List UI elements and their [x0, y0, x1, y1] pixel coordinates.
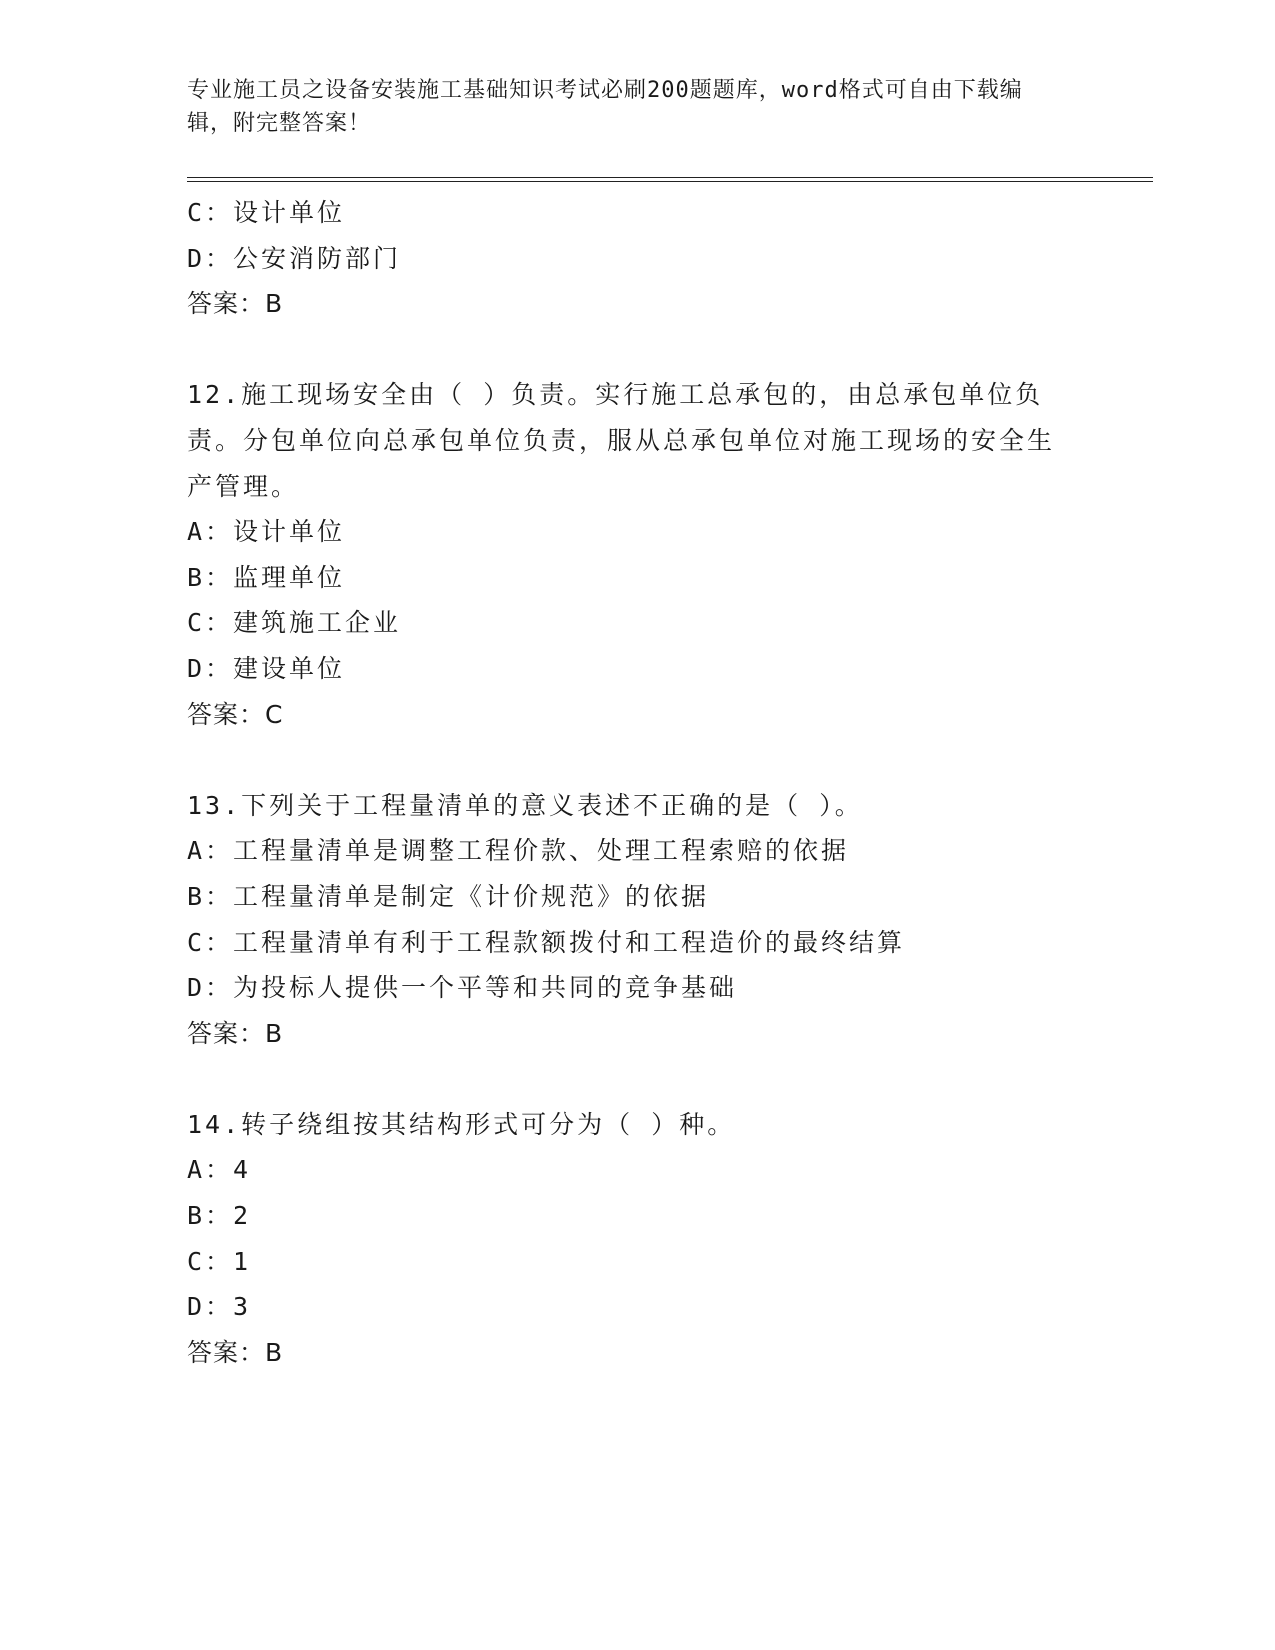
question-content — [187, 190, 1087, 1375]
answer-line: 答案：B — [187, 289, 284, 319]
spacer — [187, 1056, 1087, 1102]
spacer — [187, 327, 1087, 373]
option-c: C：建筑施工企业 — [187, 608, 402, 638]
option-c: C：1 — [187, 1246, 252, 1276]
answer-line: 答案：B — [187, 1337, 284, 1367]
header-divider-top — [187, 177, 1153, 178]
header-divider-bottom — [187, 181, 1153, 182]
option-d: D：建设单位 — [187, 653, 346, 683]
option-a: A：工程量清单是调整工程价款、处理工程索赔的依据 — [187, 836, 850, 866]
spacer — [187, 737, 1087, 783]
option-c: C：设计单位 — [187, 198, 346, 227]
question-block-12 — [187, 372, 1087, 737]
question-block-continued — [187, 190, 1087, 327]
answer-line: 答案：B — [187, 1018, 284, 1048]
answer-line: 答案：C — [187, 699, 284, 729]
document-header — [187, 74, 1067, 140]
question-text: 12.施工现场安全由（ ）负责。实行施工总承包的，由总承包单位负责。分包单位向总承包单位负责，服从总承包单位对施工现场的安全生产管理。 — [187, 380, 1056, 501]
option-b: B：2 — [187, 1201, 252, 1231]
question-text: 13.下列关于工程量清单的意义表述不正确的是（ ）。 — [187, 790, 863, 820]
option-d: D：3 — [187, 1292, 252, 1322]
option-a: A：4 — [187, 1155, 252, 1185]
option-a: A：设计单位 — [187, 517, 346, 547]
option-c: C：工程量清单有利于工程款额拨付和工程造价的最终结算 — [187, 927, 906, 957]
option-d: D：为投标人提供一个平等和共同的竞争基础 — [187, 973, 738, 1003]
option-b: B：监理单位 — [187, 562, 346, 592]
document-title: 专业施工员之设备安装施工基础知识考试必刷200题题库，word格式可自由下载编辑，附完整答案！ — [187, 78, 1023, 136]
option-d: D：公安消防部门 — [187, 243, 402, 273]
question-block-13 — [187, 783, 1087, 1057]
question-block-14 — [187, 1102, 1087, 1376]
option-b: B：工程量清单是制定《计价规范》的依据 — [187, 881, 710, 911]
question-text: 14.转子绕组按其结构形式可分为（ ）种。 — [187, 1109, 736, 1139]
